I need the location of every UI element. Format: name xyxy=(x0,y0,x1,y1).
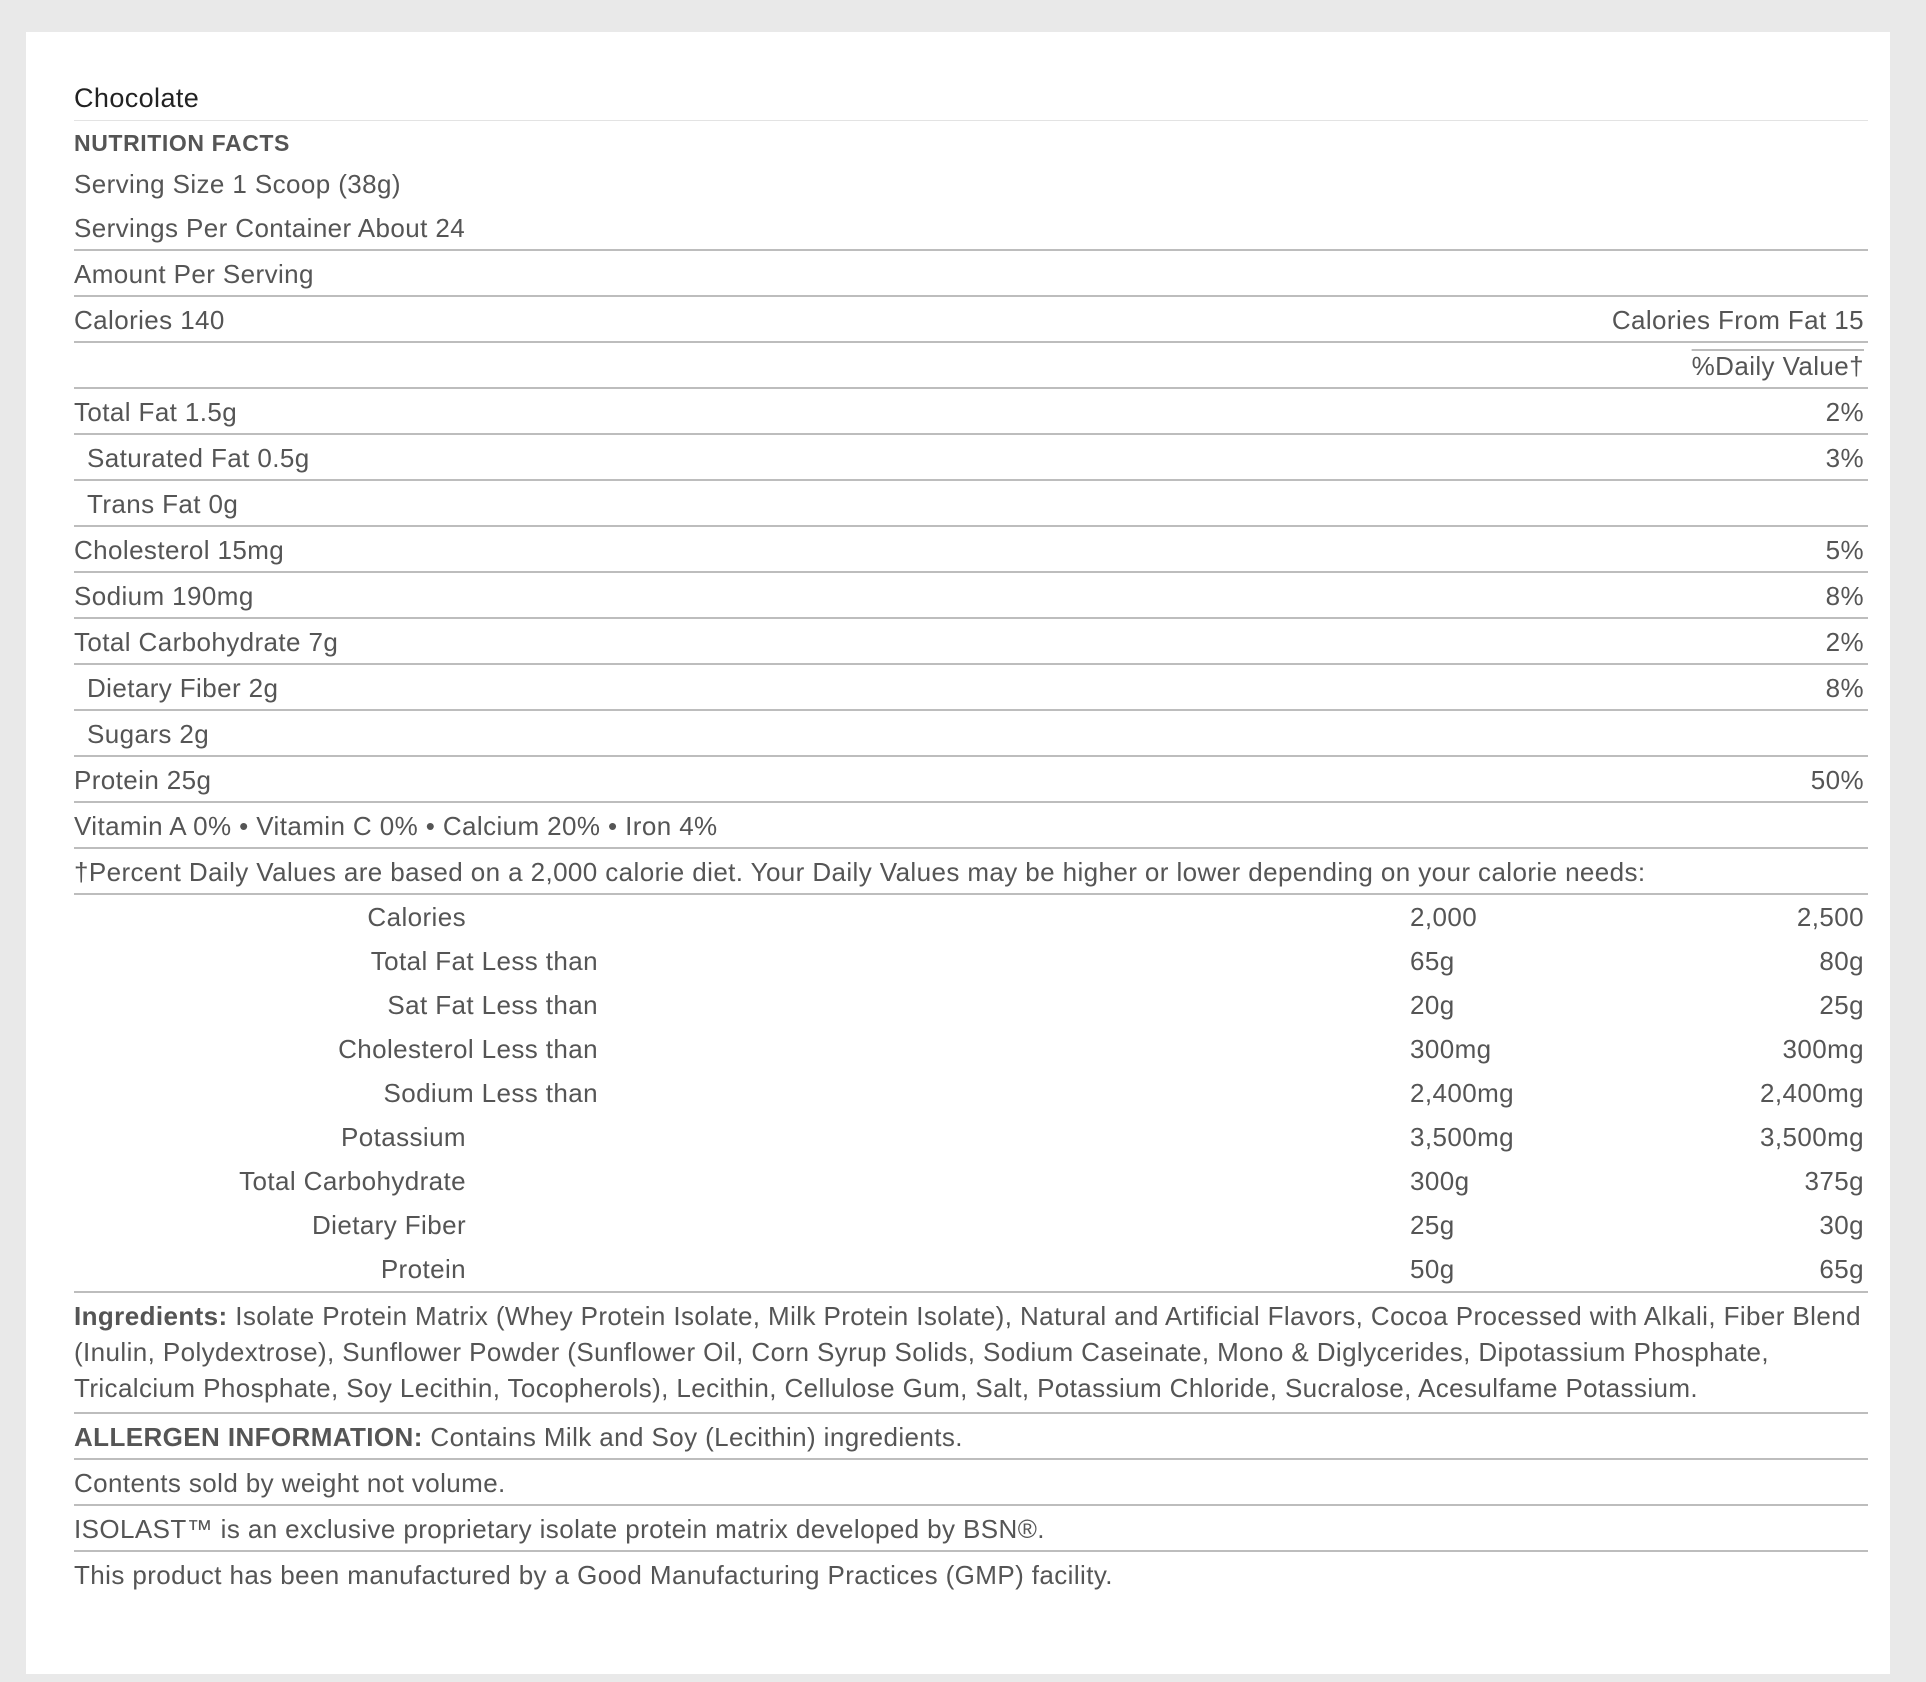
reference-2000-value: 3,500mg xyxy=(1410,1122,1514,1152)
nutrient-daily-value: 8% xyxy=(1825,581,1864,611)
weight-note: Contents sold by weight not volume. xyxy=(74,1468,506,1498)
serving-size xyxy=(74,163,1868,207)
nutrition-content xyxy=(74,74,1868,1598)
reference-row xyxy=(74,1159,1868,1203)
reference-name: Potassium xyxy=(341,1122,466,1152)
reference-2500-value: 25g xyxy=(1819,990,1864,1020)
page-frame xyxy=(10,16,1906,1680)
nutrient-label: Trans Fat 0g xyxy=(87,489,239,519)
reference-2000-value: 20g xyxy=(1410,990,1455,1020)
nutrient-daily-value: 2% xyxy=(1825,627,1864,657)
reference-row xyxy=(74,1115,1868,1159)
reference-2500-value: 30g xyxy=(1819,1210,1864,1240)
nutrient-daily-value: 3% xyxy=(1825,443,1864,473)
isolast-note: ISOLAST™ is an exclusive proprietary isolate protein matrix developed by BSN®. xyxy=(74,1514,1045,1544)
amount-per-serving xyxy=(74,251,1868,297)
nutrient-label: Dietary Fiber 2g xyxy=(87,673,279,703)
reference-name: Sodium Less than xyxy=(383,1078,598,1108)
vitamins-row xyxy=(74,803,1868,849)
nutrient-row-protein xyxy=(74,757,1868,803)
gmp-note: This product has been manufactured by a Good Manufacturing Practices (GMP) facility. xyxy=(74,1560,1113,1590)
reference-row xyxy=(74,983,1868,1027)
allergen-row xyxy=(74,1414,1868,1460)
allergen-text: Contains Milk and Soy (Lecithin) ingredients. xyxy=(430,1422,963,1452)
reference-name: Total Carbohydrate xyxy=(239,1166,466,1196)
reference-row xyxy=(74,1247,1868,1291)
reference-2000-value: 2,000 xyxy=(1410,902,1478,932)
nutrient-row-sodium xyxy=(74,573,1868,619)
nutrient-row-cholesterol xyxy=(74,527,1868,573)
vitamins-text: Vitamin A 0% • Vitamin C 0% • Calcium 20% • Iron 4% xyxy=(74,811,718,841)
nutrient-row-total-carbohydrate xyxy=(74,619,1868,665)
reference-name: Protein xyxy=(380,1254,466,1284)
gmp-note-row xyxy=(74,1552,1868,1598)
servings-per-container xyxy=(74,207,1868,251)
reference-name: Total Fat Less than xyxy=(370,946,598,976)
reference-2000-value: 25g xyxy=(1410,1210,1455,1240)
nutrient-daily-value: 5% xyxy=(1825,535,1864,565)
nutrient-label: Protein 25g xyxy=(74,765,212,795)
nutrient-label: Total Carbohydrate 7g xyxy=(74,627,339,657)
nutrient-row-sugars xyxy=(74,711,1868,757)
reference-row xyxy=(74,895,1868,939)
reference-2500-value: 2,400mg xyxy=(1760,1078,1864,1108)
nutrient-label: Cholesterol 15mg xyxy=(74,535,285,565)
reference-2000-value: 300mg xyxy=(1410,1034,1492,1064)
isolast-note-row xyxy=(74,1506,1868,1552)
reference-2000-value: 65g xyxy=(1410,946,1455,976)
reference-2500-value: 3,500mg xyxy=(1760,1122,1864,1152)
reference-2000-value: 2,400mg xyxy=(1410,1078,1514,1108)
reference-2500-value: 300mg xyxy=(1782,1034,1864,1064)
reference-row xyxy=(74,1203,1868,1247)
nutrient-row-total-fat xyxy=(74,389,1868,435)
weight-note-row xyxy=(74,1460,1868,1506)
nutrient-daily-value: 50% xyxy=(1810,765,1864,795)
nutrient-row-trans-fat xyxy=(74,481,1868,527)
amount-per-serving-text: Amount Per Serving xyxy=(74,259,314,289)
servings-per-container-text: Servings Per Container About 24 xyxy=(74,213,466,243)
ingredients-text: Isolate Protein Matrix (Whey Protein Isolate, Milk Protein Isolate), Natural and Artificial Flavors, Cocoa Processed with Alkali, Fiber Blend (Inulin, Polydextrose), Sunflower Powder (Sunflower Oil, Corn Syrup Solids, Sodium Caseinate, Mono & Diglycerides, Dipotassium Phosphate, Tricalcium Phosphate, Soy Lecithin, Tocopherols), Lecithin, Cellulose Gum, Salt, Potassium Chloride, Sucralose, Acesulfame Potassium. xyxy=(74,1301,1861,1403)
reference-2000-value: 300g xyxy=(1410,1166,1470,1196)
reference-name: Cholesterol Less than xyxy=(338,1034,598,1064)
reference-row xyxy=(74,1071,1868,1115)
reference-name: Dietary Fiber xyxy=(311,1210,466,1240)
nutrition-facts-heading xyxy=(74,121,1868,163)
reference-row xyxy=(74,939,1868,983)
daily-value-reference-table xyxy=(74,895,1868,1293)
reference-row xyxy=(74,1027,1868,1071)
daily-value-header: %Daily Value† xyxy=(1691,351,1864,381)
reference-2000-value: 50g xyxy=(1410,1254,1455,1284)
daily-value-footnote: †Percent Daily Values are based on a 2,000 calorie diet. Your Daily Values may be higher or lower depending on your calorie needs: xyxy=(74,857,1646,887)
reference-name: Sat Fat Less than xyxy=(387,990,598,1020)
ingredients-label: Ingredients: xyxy=(74,1301,228,1331)
nutrient-label: Sodium 190mg xyxy=(74,581,254,611)
calories-from-fat: Calories From Fat 15 xyxy=(1611,305,1864,335)
nutrition-panel xyxy=(26,32,1890,1674)
nutrient-row-saturated-fat xyxy=(74,435,1868,481)
reference-2500-value: 65g xyxy=(1819,1254,1864,1284)
nutrient-label: Saturated Fat 0.5g xyxy=(87,443,310,473)
footnote-row xyxy=(74,849,1868,895)
reference-2500-value: 80g xyxy=(1819,946,1864,976)
flavor-title xyxy=(74,74,1868,121)
reference-2500-value: 375g xyxy=(1804,1166,1864,1196)
nutrient-label: Total Fat 1.5g xyxy=(74,397,238,427)
calories-row xyxy=(74,297,1868,343)
ingredients-section xyxy=(74,1293,1868,1414)
reference-2500-value: 2,500 xyxy=(1796,902,1864,932)
daily-value-header-row xyxy=(74,343,1868,389)
nutrient-daily-value: 2% xyxy=(1825,397,1864,427)
allergen-label: ALLERGEN INFORMATION: xyxy=(74,1422,423,1452)
reference-name: Calories xyxy=(367,902,466,932)
nutrition-facts-label: NUTRITION FACTS xyxy=(74,130,290,156)
serving-size-text: Serving Size 1 Scoop (38g) xyxy=(74,169,401,199)
nutrient-daily-value: 8% xyxy=(1825,673,1864,703)
nutrient-label: Sugars 2g xyxy=(87,719,210,749)
flavor-name: Chocolate xyxy=(74,83,200,113)
nutrient-row-dietary-fiber xyxy=(74,665,1868,711)
calories-label: Calories 140 xyxy=(74,305,225,335)
